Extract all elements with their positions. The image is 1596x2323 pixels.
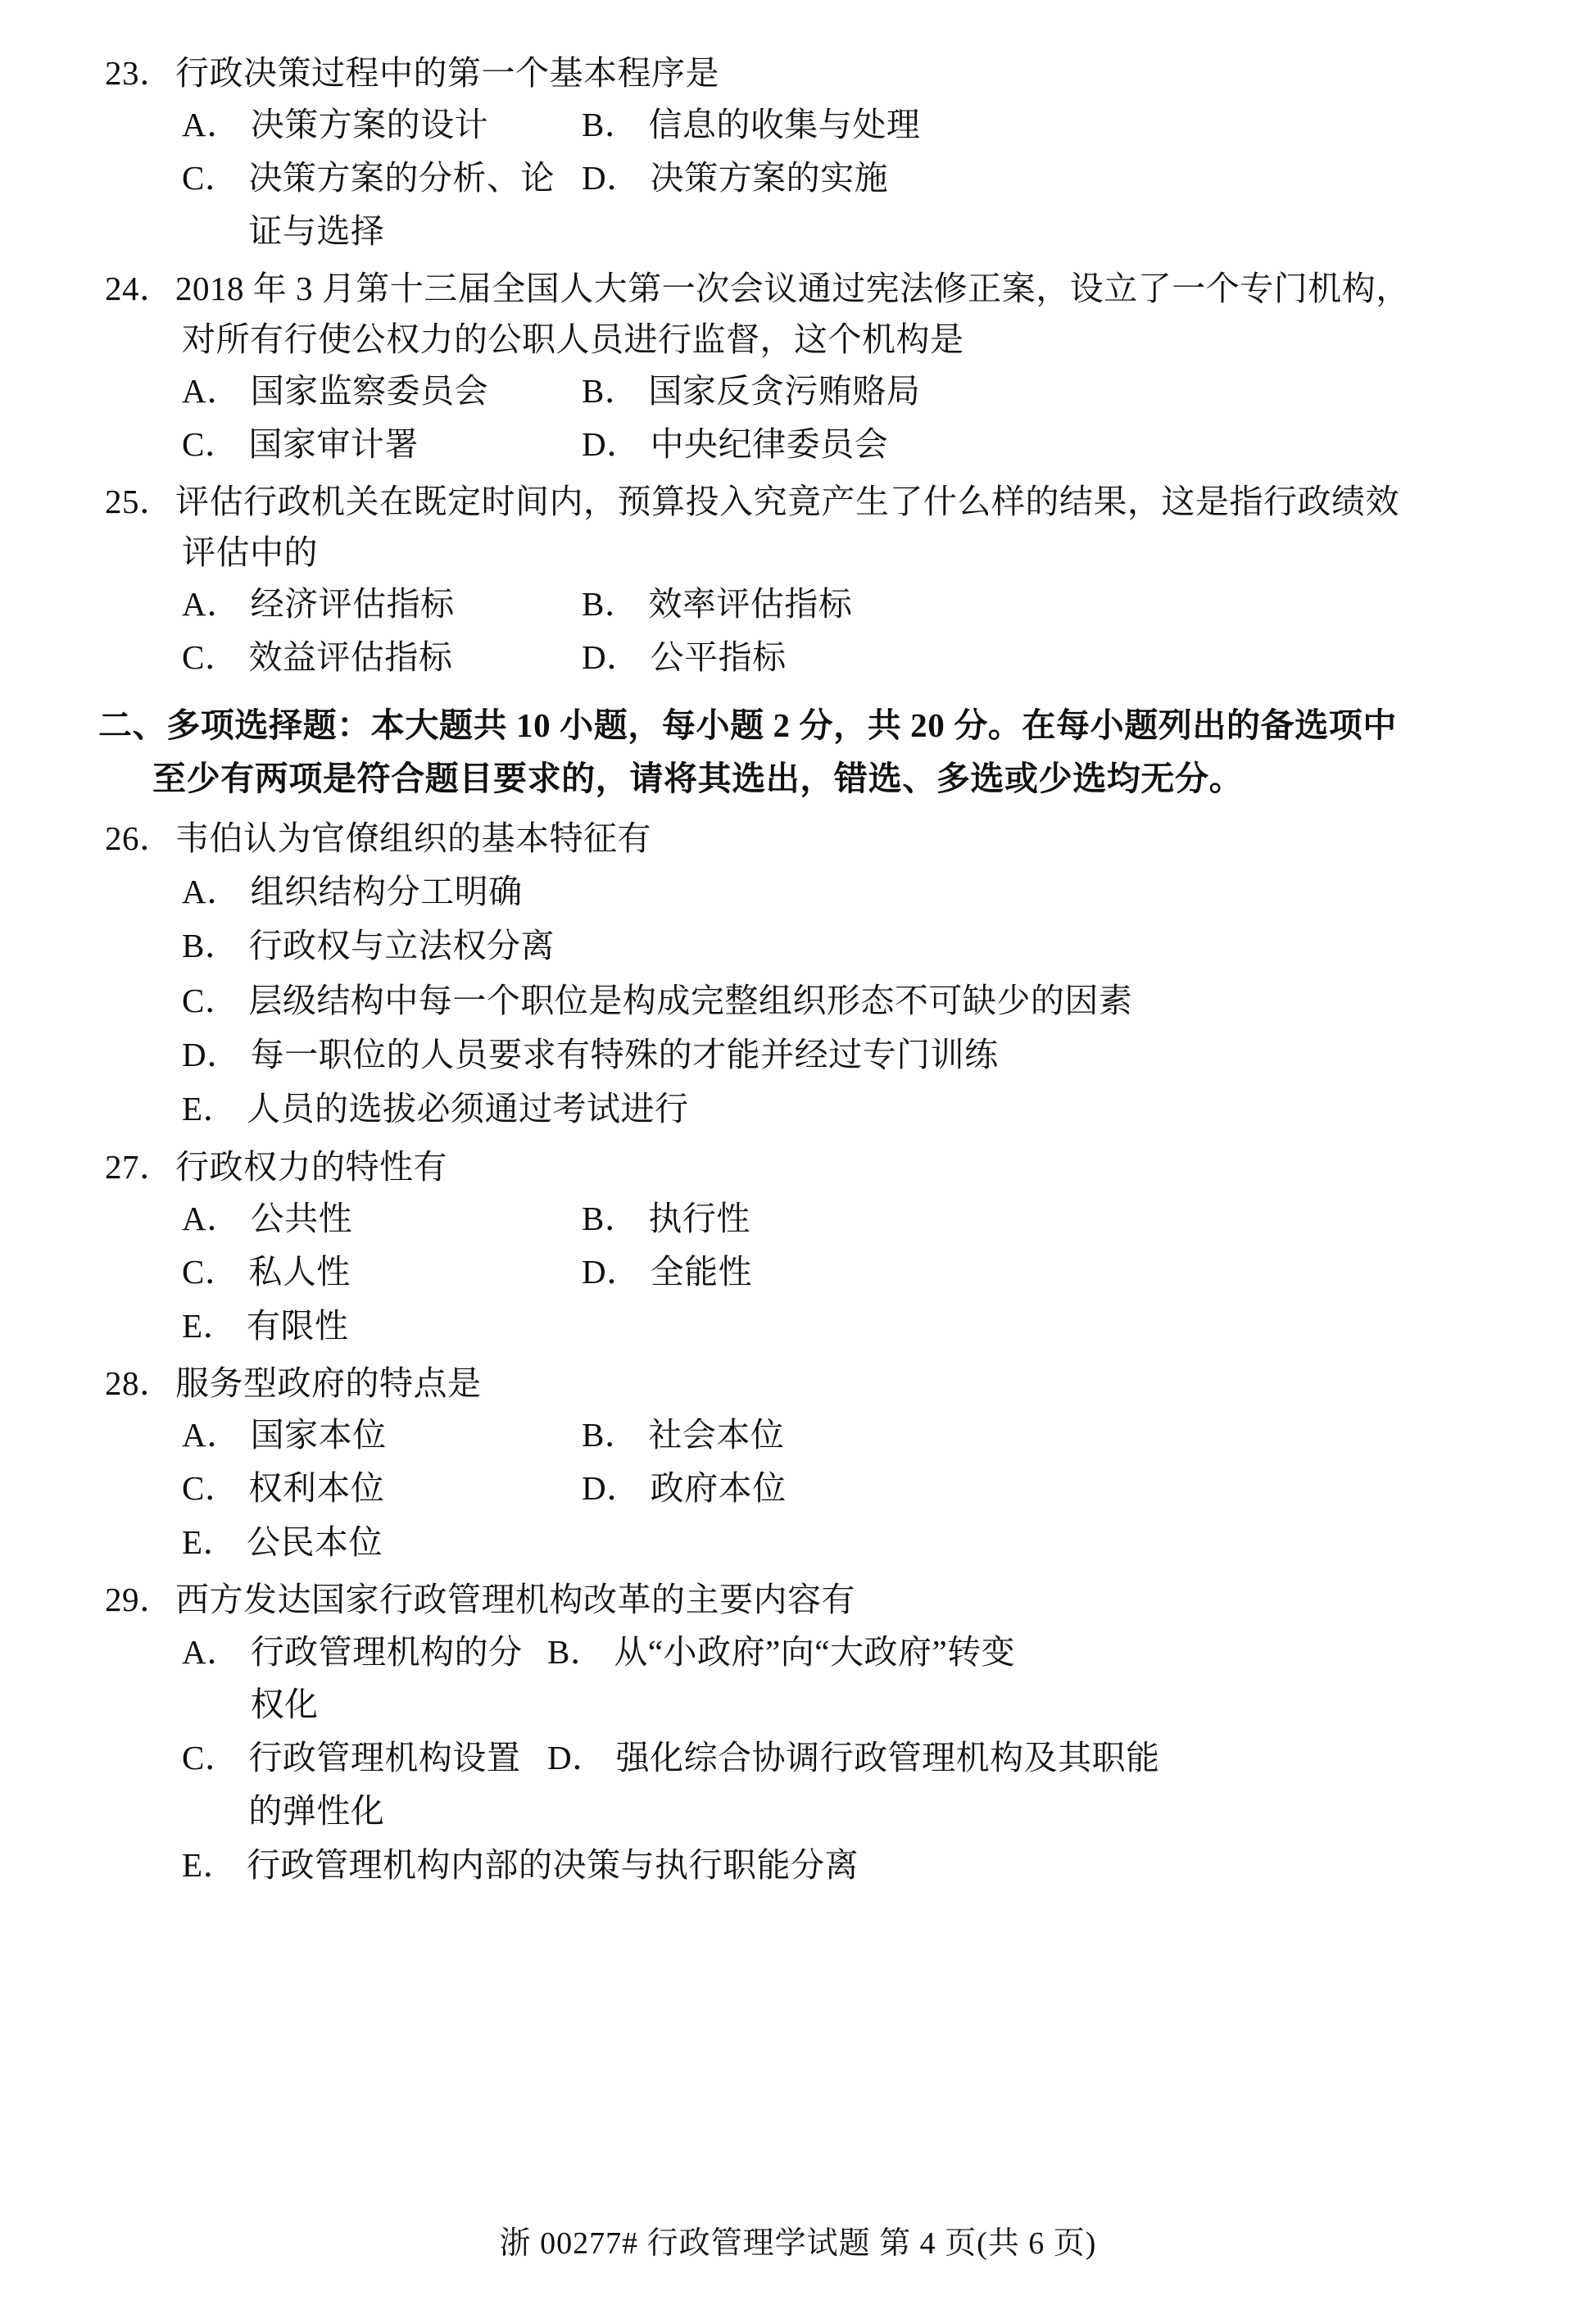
option-label: A．	[182, 106, 241, 144]
option-text: 决策方案的实施	[650, 159, 889, 197]
option-text: 私人性	[248, 1252, 351, 1291]
option-a[interactable]	[98, 864, 1498, 919]
option-b[interactable]	[582, 578, 1498, 631]
question-24	[98, 263, 1498, 471]
option-text: 行政管理机构设置的弹性化	[248, 1739, 521, 1830]
option-label: C．	[182, 159, 239, 197]
option-label: A．	[182, 1416, 241, 1454]
question-stem-line	[98, 813, 1498, 864]
section-number: 二、	[98, 706, 167, 744]
option-text: 社会本位	[648, 1416, 785, 1454]
question-stem-line	[98, 476, 1498, 527]
option-a[interactable]	[182, 98, 582, 152]
question-text: 行政权力的特性有	[175, 1147, 447, 1186]
option-c[interactable]	[182, 631, 582, 684]
option-row	[98, 152, 1498, 258]
option-b[interactable]	[582, 98, 1498, 152]
option-e[interactable]	[98, 1838, 1498, 1892]
question-text: 行政决策过程中的第一个基本程序是	[175, 54, 719, 92]
option-label: B．	[582, 585, 639, 624]
option-label: B．	[582, 372, 639, 411]
option-text: 从“小政府”向“大政府”转变	[614, 1632, 1016, 1671]
option-a[interactable]	[182, 1626, 547, 1732]
question-number: 27．	[105, 1147, 174, 1186]
option-c[interactable]	[182, 1462, 582, 1515]
option-label: A．	[182, 872, 241, 910]
question-text: 服务型政府的特点是	[175, 1364, 482, 1403]
question-27	[98, 1141, 1498, 1353]
option-label: A．	[182, 585, 241, 624]
option-row	[98, 365, 1498, 418]
option-text: 决策方案的设计	[250, 106, 489, 144]
option-c[interactable]	[182, 152, 582, 258]
option-a[interactable]	[182, 365, 582, 418]
option-label: D．	[547, 1739, 606, 1777]
question-number: 25．	[105, 482, 174, 520]
option-label: E．	[182, 1306, 238, 1345]
option-text: 公民本位	[247, 1522, 383, 1561]
option-text: 强化综合协调行政管理机构及其职能	[615, 1739, 1160, 1777]
option-label: B．	[582, 106, 639, 144]
option-label: C．	[182, 1252, 239, 1291]
option-label: D．	[182, 1035, 241, 1073]
option-row	[98, 418, 1498, 471]
question-number: 24．	[105, 269, 174, 307]
option-label: C．	[182, 425, 239, 463]
option-c[interactable]	[182, 1245, 582, 1299]
option-label: B．	[582, 1200, 639, 1238]
section-instructions-line1: 多项选择题：本大题共 10 小题，每小题 2 分，共 20 分。在每小题列出的备选项中	[166, 706, 1397, 744]
option-label: D．	[582, 1252, 641, 1291]
option-text: 国家监察委员会	[250, 372, 489, 411]
option-text: 效率评估指标	[648, 585, 853, 624]
option-b[interactable]	[547, 1626, 1498, 1732]
option-text: 国家本位	[250, 1416, 387, 1454]
question-number: 28．	[105, 1364, 174, 1403]
option-d[interactable]	[582, 631, 1498, 684]
option-row	[98, 631, 1498, 684]
question-text-continued: 评估中的	[182, 533, 318, 572]
option-text: 效益评估指标	[248, 638, 453, 677]
option-d[interactable]	[582, 418, 1498, 471]
question-text-continued: 对所有行使公权力的公职人员进行监督，这个机构是	[182, 320, 964, 358]
option-label: E．	[182, 1522, 238, 1561]
option-d[interactable]	[582, 152, 1498, 258]
question-number: 29．	[105, 1581, 174, 1619]
option-text: 全能性	[650, 1252, 753, 1291]
option-a[interactable]	[182, 1192, 582, 1245]
option-e[interactable]	[98, 1515, 1498, 1569]
option-text: 层级结构中每一个职位是构成完整组织形态不可缺少的因素	[248, 981, 1133, 1019]
option-text: 国家审计署	[248, 425, 419, 463]
option-text: 组织结构分工明确	[250, 872, 523, 910]
question-26	[98, 813, 1498, 1136]
option-row	[98, 1626, 1498, 1732]
page-footer: 浙 00277# 行政管理学试题 第 4 页(共 6 页)	[499, 2226, 1097, 2261]
option-d[interactable]	[582, 1462, 1498, 1515]
option-b[interactable]	[98, 919, 1498, 973]
option-label: D．	[582, 1469, 641, 1508]
option-row	[98, 578, 1498, 631]
question-stem-line	[98, 1141, 1498, 1192]
option-text: 中央纪律委员会	[650, 425, 889, 463]
option-row	[98, 1409, 1498, 1462]
question-stem-line	[98, 1574, 1498, 1625]
question-text: 评估行政机关在既定时间内，预算投入究竟产生了什么样的结果，这是指行政绩效	[175, 482, 1399, 520]
option-text: 公平指标	[650, 638, 787, 677]
question-stem-line	[98, 263, 1498, 314]
option-text: 人员的选拔必须通过考试进行	[247, 1090, 689, 1128]
option-text: 执行性	[648, 1200, 750, 1238]
option-label: B．	[582, 1416, 639, 1454]
option-label: E．	[182, 1845, 238, 1884]
option-row	[98, 98, 1498, 152]
option-e[interactable]	[98, 1082, 1498, 1136]
question-23	[98, 48, 1498, 258]
option-text: 信息的收集与处理	[648, 106, 921, 144]
option-text: 每一职位的人员要求有特殊的才能并经过专门训练	[250, 1035, 999, 1073]
option-text: 权利本位	[248, 1469, 385, 1508]
option-text: 决策方案的分析、论证与选择	[248, 159, 555, 250]
option-b[interactable]	[582, 365, 1498, 418]
question-28	[98, 1358, 1498, 1569]
option-label: A．	[182, 1200, 241, 1238]
question-text: 韦伯认为官僚组织的基本特征有	[175, 819, 651, 858]
option-d[interactable]	[98, 1028, 1498, 1082]
option-label: C．	[182, 1469, 239, 1508]
question-text: 西方发达国家行政管理机构改革的主要内容有	[175, 1581, 855, 1619]
option-b[interactable]	[582, 1409, 1498, 1462]
option-label: D．	[582, 425, 641, 463]
option-d[interactable]	[547, 1731, 1498, 1838]
option-text: 行政管理机构的分权化	[250, 1632, 523, 1724]
option-label: A．	[182, 372, 241, 411]
option-label: B．	[182, 927, 239, 965]
option-e[interactable]	[98, 1299, 1498, 1353]
option-row	[98, 1192, 1498, 1245]
question-number: 23．	[105, 54, 174, 92]
option-label: C．	[182, 638, 239, 677]
option-label: E．	[182, 1090, 238, 1128]
question-number: 26．	[105, 819, 174, 858]
option-a[interactable]	[182, 1409, 582, 1462]
option-c[interactable]	[182, 1731, 547, 1838]
option-label: B．	[547, 1632, 605, 1671]
option-text: 行政权与立法权分离	[248, 927, 555, 965]
option-text: 经济评估指标	[250, 585, 455, 624]
question-text: 2018 年 3 月第十三届全国人大第一次会议通过宪法修正案，设立了一个专门机构，	[175, 269, 1410, 307]
option-row	[98, 1462, 1498, 1515]
option-text: 政府本位	[650, 1469, 787, 1508]
option-label: D．	[582, 638, 641, 677]
section-heading	[98, 699, 1498, 805]
option-row	[98, 1245, 1498, 1299]
option-text: 国家反贪污贿赂局	[648, 372, 921, 411]
option-a[interactable]	[182, 578, 582, 631]
option-label: A．	[182, 1632, 241, 1671]
option-c[interactable]	[98, 973, 1498, 1028]
option-row	[98, 1731, 1498, 1838]
option-text: 行政管理机构内部的决策与执行职能分离	[247, 1845, 859, 1884]
option-label: C．	[182, 1739, 239, 1777]
option-label: C．	[182, 981, 239, 1019]
question-25	[98, 476, 1498, 684]
question-stem-line	[98, 1358, 1498, 1409]
option-d[interactable]	[582, 1245, 1498, 1299]
option-text: 有限性	[247, 1306, 349, 1345]
option-text: 公共性	[250, 1200, 353, 1238]
section-instructions-line2: 至少有两项是符合题目要求的，请将其选出，错选、多选或少选均无分。	[152, 759, 1244, 797]
question-29	[98, 1574, 1498, 1892]
question-stem-line	[98, 48, 1498, 98]
option-label: D．	[582, 159, 641, 197]
option-b[interactable]	[582, 1192, 1498, 1245]
option-c[interactable]	[182, 418, 582, 471]
